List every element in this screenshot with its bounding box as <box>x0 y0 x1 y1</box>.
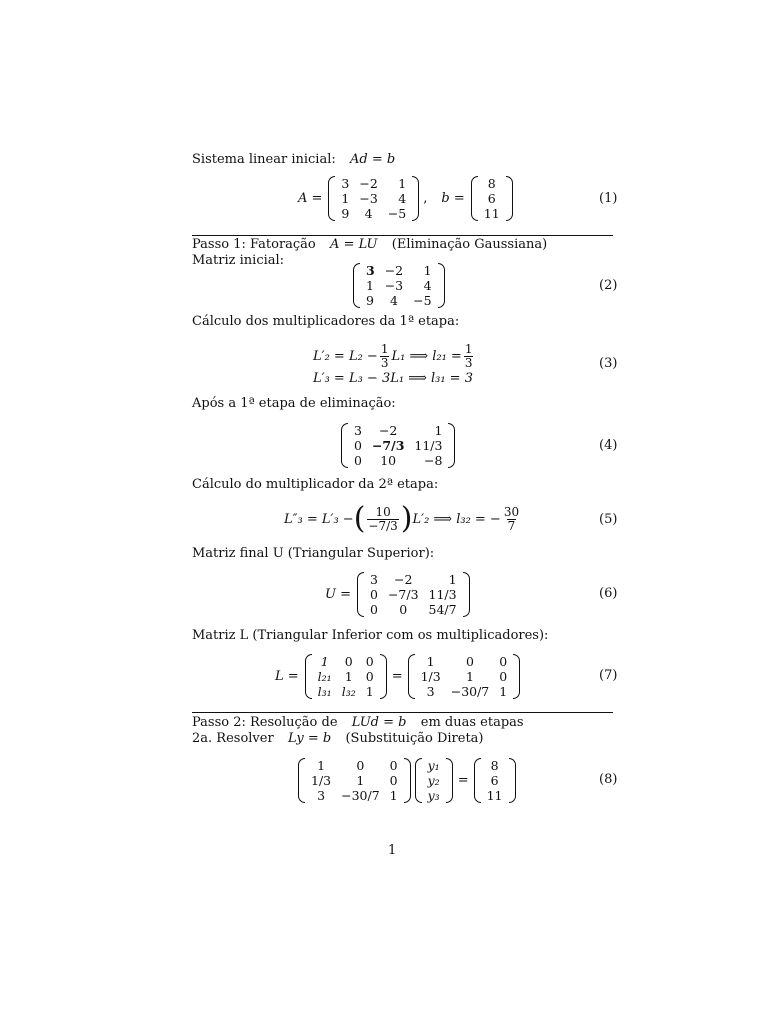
fraction-30-over-7: $\frac{30}{7}$ <box>503 504 520 533</box>
eq1-lhs-a: A = <box>298 190 323 206</box>
eq1-lhs-b: b = <box>441 190 465 206</box>
section-rule-1 <box>192 235 613 236</box>
fraction-10-over-minus-7-3: $\frac{10}{-7/3}$ <box>368 504 398 533</box>
eq4-number: (4) <box>599 438 618 453</box>
passo2a-line: 2a. Resolver Ly = b (Substituição Direta) <box>192 731 484 746</box>
section-rule-2 <box>192 712 613 713</box>
equation-5: L″₃ = L′₃ − ( $\frac{10}{-7/3}$ ) L′₂ ⟹ l₃₂ = − $\frac{30}{7}$ <box>284 501 520 536</box>
vector-b: 8 6 11 <box>471 176 513 221</box>
matrix-after-step1: 3 −2 1 0 −7/3 11/3 0 10 −8 <box>341 423 455 468</box>
matrix-l-symbolic: 1 0 0 l₂₁ 1 0 l₃₁ l₃₂ 1 <box>305 654 387 699</box>
eq8-number: (8) <box>599 772 618 787</box>
apos1-label: Após a 1ª etapa de eliminação: <box>192 396 396 411</box>
matriz-inicial-label: Matriz inicial: <box>192 253 285 268</box>
eq7-number: (7) <box>599 668 618 683</box>
equation-8: 1 0 0 1/3 1 0 3 −30/7 1 y₁ y₂ y₃ = 8 6 11 <box>298 756 516 804</box>
eq5-number: (5) <box>599 512 618 527</box>
passo2-line: Passo 2: Resolução de LUd = b em duas etapas <box>192 715 524 730</box>
page-number: 1 <box>388 843 397 858</box>
matrix-u: 3 −2 1 0 −7/3 11/3 0 0 54/7 <box>357 572 470 617</box>
passo1-equation: A = LU <box>330 237 378 252</box>
equation-3-line2: L′₃ = L₃ − 3L₁ ⟹ l₃₁ = 3 <box>313 370 473 386</box>
matL-label: Matriz L (Triangular Inferior com os multiplicadores): <box>192 628 549 643</box>
matrix-initial: 3 −2 1 1 −3 4 9 4 −5 <box>353 263 445 308</box>
vector-b-system: 8 6 11 <box>474 758 516 803</box>
matrix-l-system: 1 0 0 1/3 1 0 3 −30/7 1 <box>298 758 411 803</box>
equation-3-line1: L′₂ = L₂ − $\frac{1}{3}$ L₁ ⟹ l₂₁ = $\frac{1}{3}$ <box>313 341 473 370</box>
calc2-label: Cálculo do multiplicador da 2ª etapa: <box>192 477 439 492</box>
eq1-separator: , <box>423 190 428 206</box>
matU-label: Matriz final U (Triangular Superior): <box>192 546 435 561</box>
intro-label: Sistema linear inicial: <box>192 152 336 167</box>
equation-2 <box>353 261 445 309</box>
intro-equation: Ad = b <box>350 152 396 167</box>
equation-1 <box>298 174 513 222</box>
eq2-number: (2) <box>599 278 618 293</box>
eq6-number: (6) <box>599 586 618 601</box>
intro-line <box>192 152 395 168</box>
equation-4 <box>341 421 455 469</box>
equation-7: L = 1 0 0 l₂₁ 1 0 l₃₁ l₃₂ 1 = 1 0 0 1/3 1 0 3 −30/7 1 <box>275 652 520 700</box>
passo1-line <box>192 237 547 253</box>
matrix-a: 3 −2 1 1 −3 4 9 4 −5 <box>328 176 419 221</box>
equation-6: U = 3 −2 1 0 −7/3 11/3 0 0 54/7 <box>325 570 470 618</box>
eq1-number: (1) <box>599 191 618 206</box>
fraction-one-third: $\frac{1}{3}$ <box>380 341 389 370</box>
passo1-label: Passo 1: Fatoração <box>192 237 316 252</box>
passo1-note: (Eliminação Gaussiana) <box>391 237 548 252</box>
calc1-label: Cálculo dos multiplicadores da 1ª etapa: <box>192 314 460 329</box>
matrix-l-numeric: 1 0 0 1/3 1 0 3 −30/7 1 <box>408 654 521 699</box>
eq3-number: (3) <box>599 356 618 371</box>
fraction-result: $\frac{1}{3}$ <box>464 341 473 370</box>
vector-y: y₁ y₂ y₃ <box>415 758 453 803</box>
